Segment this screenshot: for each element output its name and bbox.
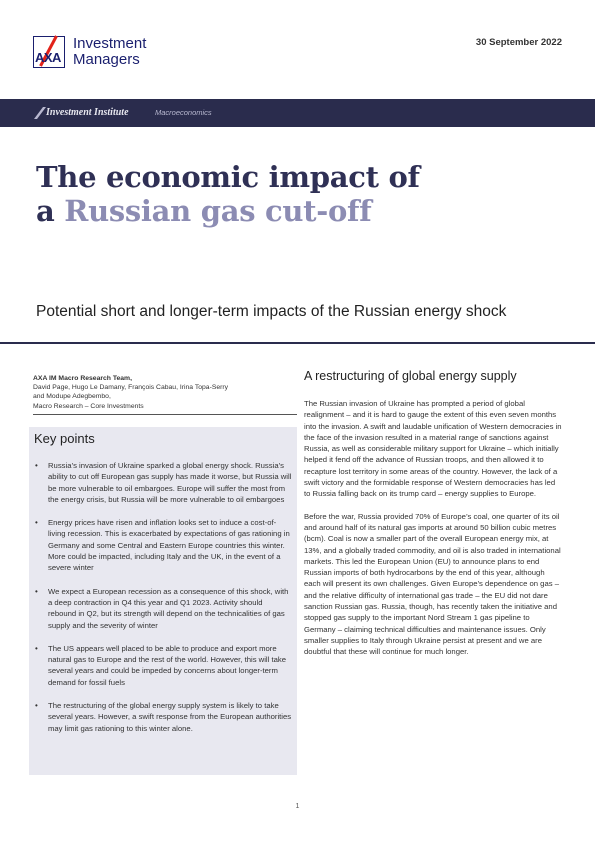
axa-logo-text: AXA [35,50,61,65]
key-point-item: • Energy prices have risen and inflation looks set to induce a cost-of-living recession. This is exacerbated by expectations of gas rationing in Germany and some Central and Eastern Europe countries this winter. More could be impacted, including Italy and the UK, in the event of a severe winter [34,517,292,573]
institute-band [0,99,595,127]
document-title [36,160,420,228]
logo-line-1: Investment [73,35,147,52]
section-paragraph: The Russian invasion of Ukraine has prompted a period of global realignment – and it is hard to gauge the extent of this even seven months into the invasion. A swift and laudable unification of Western democracies in the face of the invasion resulted in a material range of sanctions against Russia, as well as considerable military support for Ukraine – which initially helped it fend off the advance of Russian troops, and then allowed it to recapture lost territory in some areas of the country. However, the lack of a swift victory and the formidable response of Western democracies has led to Russia falling back on its trump card – energy supplies to Europe. [304,399,562,499]
key-point-item: • The restructuring of the global energy supply system is likely to take several years. However, a swift response from the European authorities may limit gas rationing to this winter alone. [34,700,292,734]
header-divider [0,342,595,344]
institute-arrow-icon [34,107,46,119]
title-accent: Russian gas cut-off [64,194,372,228]
page-number: 1 [295,803,300,810]
key-point-item: • We expect a European recession as a consequence of this shock, with a deep contraction in Q4 this year and Q1 2023. Activity should rebound in Q2, but its strength will depend on the technicalities of gas supply and the severity of winter [34,586,292,631]
key-point-item: • Russia’s invasion of Ukraine sparked a global energy shock. Russia’s ability to cut off European gas supply has made it worse, but Russia will be more vulnerable to oil embargoes. Europe will suffer the most from the energy crisis, but Russia will be more vulnerable to oil embargoes [34,460,292,505]
document-subtitle: Potential short and longer-term impacts of the Russian energy shock [36,303,507,320]
authors-text [33,374,297,411]
authors-team: AXA IM Macro Research Team, [33,375,132,382]
key-point-item: • The US appears well placed to be able to produce and export more natural gas to Europe and the rest of the world. However, this will take several years and could be impeded by concerns about longer-term demand for fossil fuels [34,643,292,688]
key-points-box [29,427,297,775]
publication-date: 30 September 2022 [475,37,562,48]
title-line-1: The economic impact of [36,160,420,194]
title-line-2 [36,194,420,228]
axa-im-logo [33,36,158,72]
authors-divider [33,414,297,415]
logo-line-2: Managers [73,51,140,68]
institute-title: Investment Institute [46,107,129,118]
authors-block [33,374,297,415]
title-line-2-prefix: a [36,194,65,228]
section-title: A restructuring of global energy supply [304,369,517,383]
authors-line-2: and Modupe Adegbembo, [33,393,111,401]
section-paragraph: Before the war, Russia provided 70% of Europe’s coal, one quarter of its oil and around half of its natural gas imports at around 50 billion cubic metres (bcm). Coal is now a smaller part of the overall European energy mix, at 13%, and a globally traded commodity, and oil is also traded in international markets. This led the European Union (EU) to announce plans to end Russian imports of both hydrocarbons by the end of this year, although each will present its own challenges. Given Europe’s dependence on gas – and the relative difficulty of international gas trade – the EU did not dare sanction Russian gas. Russia, though, has recently taken the initiative and stopped gas supply to the important Nord Stream 1 gas pipeline to Germany – claiming technical difficulties and maintenance issues. Only smaller supplies to Italy through Ukraine persist at present and we are doubtful that these will continue for much longer. [304,511,561,657]
key-points-title: Key points [34,431,95,446]
authors-line-1: David Page, Hugo Le Damany, François Cabau, Irina Topa-Serry [33,384,229,392]
institute-subtitle: Macroeconomics [155,108,212,117]
logo-wordmark [73,36,146,68]
key-points-list [34,460,292,746]
main-section [304,369,562,669]
authors-line-3: Macro Research – Core Investments [33,402,144,410]
